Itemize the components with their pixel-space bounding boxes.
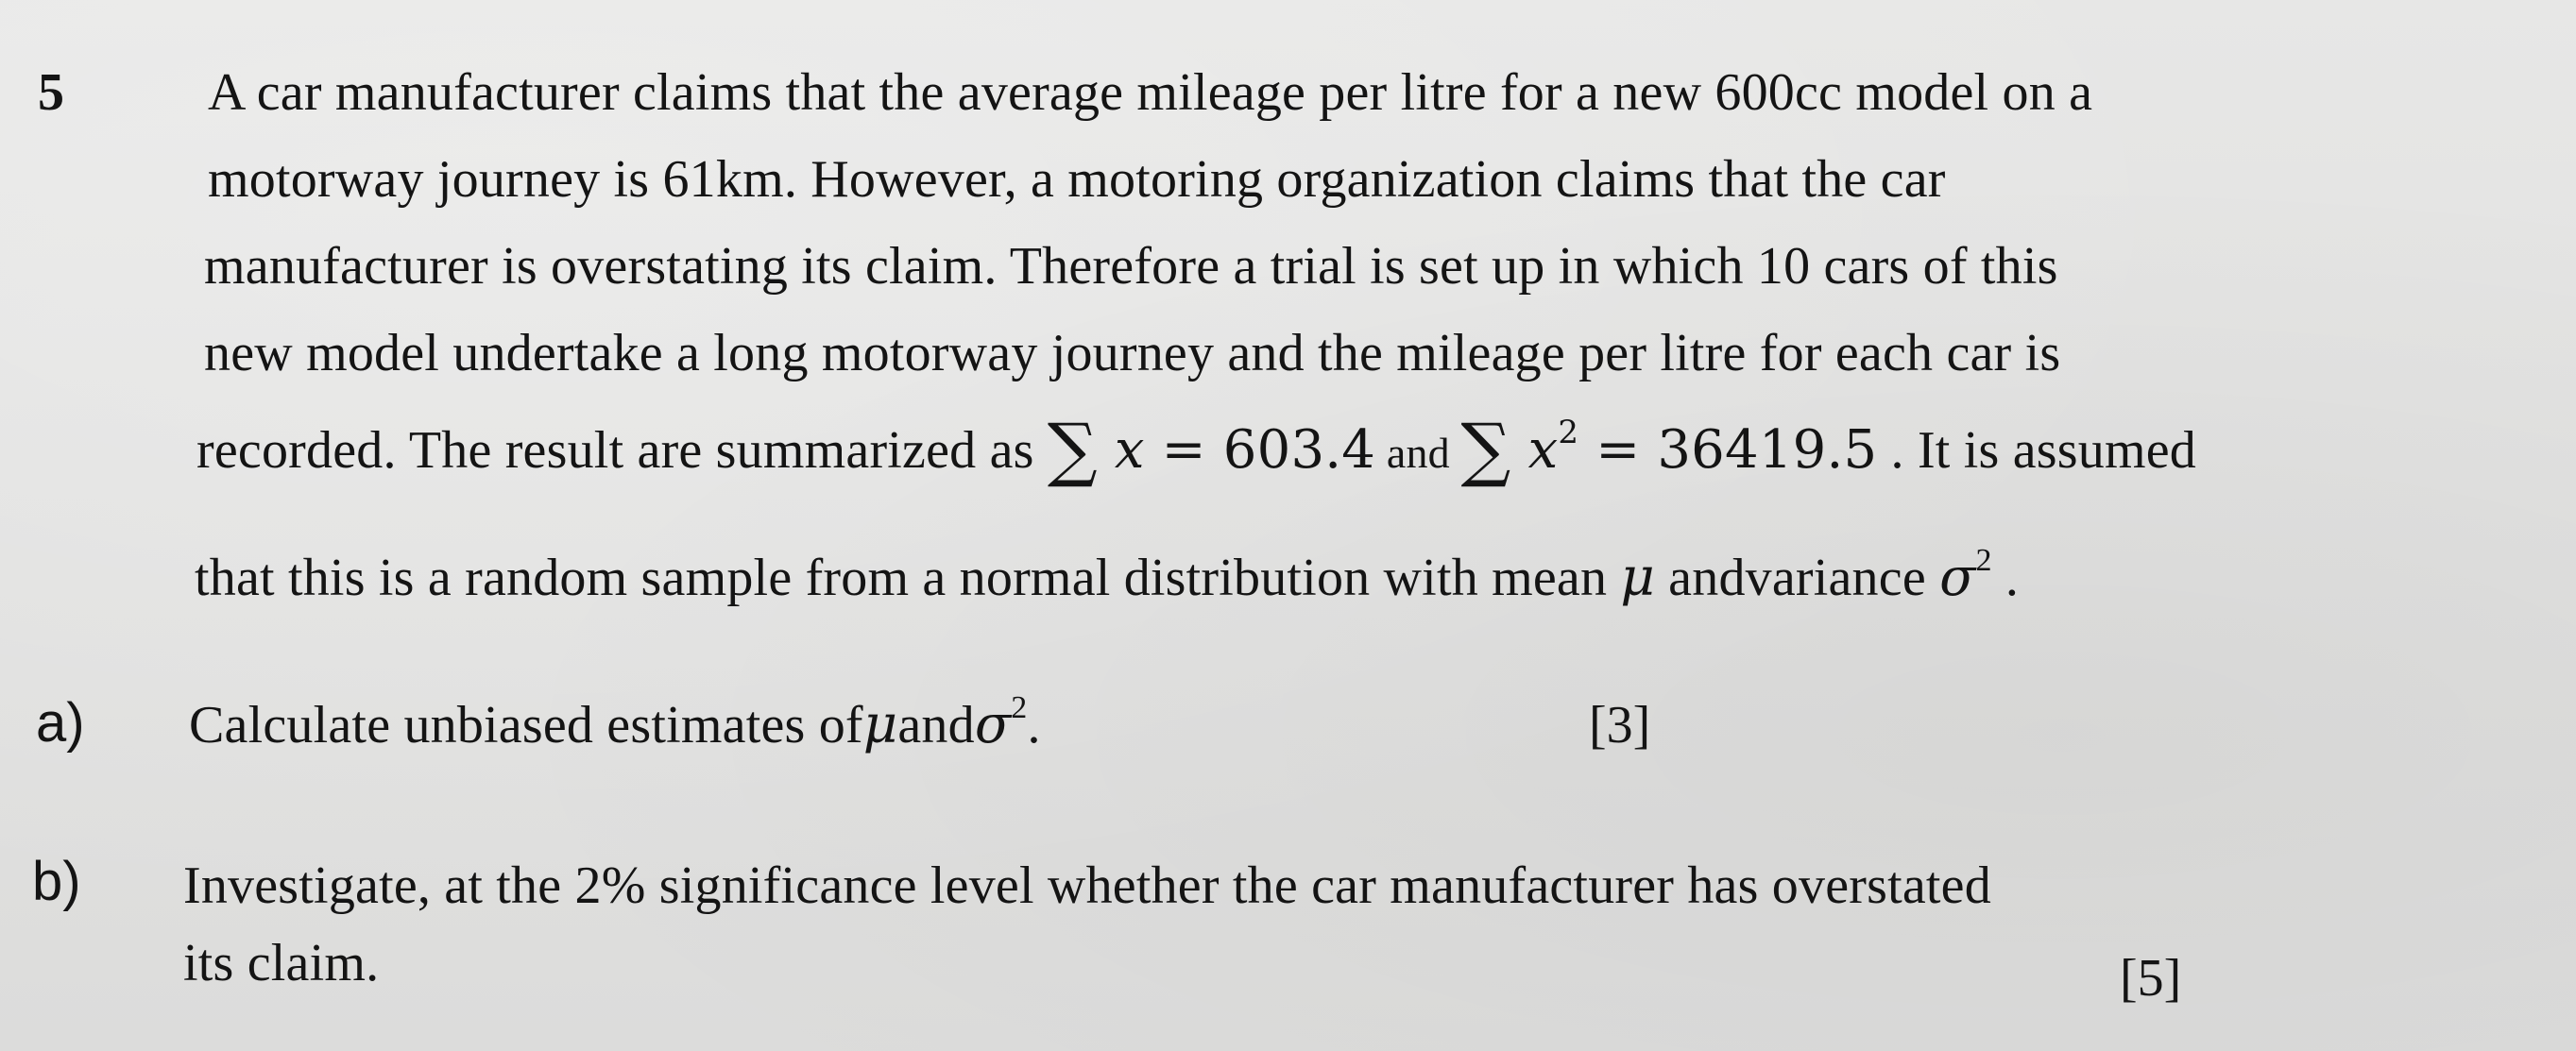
question-line-3: manufacturer is overstating its claim. Therefore a trial is set up in which 10 cars of this <box>204 237 2058 296</box>
sum-x2-value: = 36419.5 <box>1578 419 1878 481</box>
question-line-4: new model undertake a long motorway journey and the mileage per litre for each car is <box>204 324 2061 382</box>
question-line-1: A car manufacturer claims that the average mileage per litre for a new 600cc model on a <box>208 63 2093 122</box>
part-a-period: . <box>1027 696 1041 754</box>
part-b-line-2: its claim. <box>183 934 380 992</box>
sum-x2-exponent: 2 <box>1558 414 1579 451</box>
question-line-6 <box>195 543 2020 608</box>
sum-x2-variable: x <box>1527 419 1559 481</box>
mu-symbol: μ <box>1620 547 1655 608</box>
line6-text-before: that this is a random sample from a normal distribution with mean <box>195 549 1621 607</box>
part-b-label: b) <box>32 851 81 912</box>
sum-x-variable: x <box>1114 419 1145 481</box>
part-a-mu-symbol: μ <box>862 694 898 755</box>
summation-symbol-2: ∑ <box>1460 409 1511 490</box>
sum-x-value: = 603.4 <box>1144 419 1376 481</box>
sum-x2-expression <box>1460 409 1878 490</box>
question-line-2: motorway journey is 61km. However, a motoring organization claims that the car <box>208 150 1946 209</box>
part-b-line-1: Investigate, at the 2% significance level whether the car manufacturer has overstated <box>183 856 1991 915</box>
part-a-marks: [3] <box>1589 696 1651 754</box>
part-a-and: and <box>897 696 975 754</box>
part-b-marks: [5] <box>2120 949 2182 1008</box>
part-a-sigma-symbol: σ <box>974 694 1012 755</box>
question-line-5 <box>196 409 2196 490</box>
line5-text-before: recorded. The result are summarized as <box>196 421 1048 480</box>
part-a-text-before: Calculate unbiased estimates of <box>189 696 863 754</box>
part-a-sigma-exponent: 2 <box>1011 690 1028 725</box>
part-a-label: a) <box>36 692 85 754</box>
sum-x-expression <box>1047 409 1376 490</box>
part-a-text <box>189 690 1041 755</box>
question-number: 5 <box>38 63 64 122</box>
and-text: and <box>1375 429 1461 477</box>
line6-text-after: . <box>1991 549 2020 607</box>
line6-text-mid: andvariance <box>1654 549 1940 607</box>
line5-text-after: . It is assumed <box>1877 421 2196 480</box>
summation-symbol: ∑ <box>1047 409 1098 490</box>
sigma-symbol: σ <box>1939 547 1976 608</box>
sigma-exponent: 2 <box>1975 543 1992 578</box>
